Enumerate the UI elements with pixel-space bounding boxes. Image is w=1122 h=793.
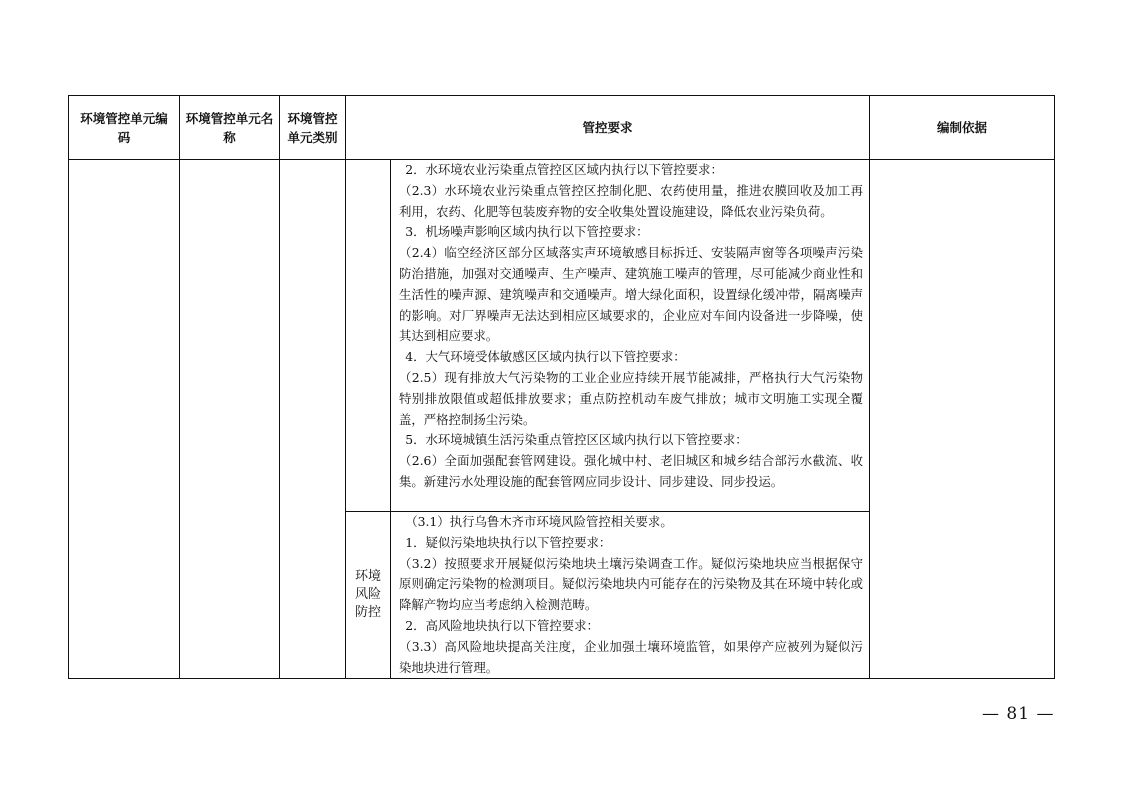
requirement-line: （2.6）全面加强配套管网建设。强化城中村、老旧城区和城乡结合部污水截流、收集。新建污水处理设施的配套管网应同步设计、同步建设、同步投运。 <box>399 453 864 489</box>
header-unit-name: 环境管控单元名称 <box>180 96 280 160</box>
requirement-line: 2．水环境农业污染重点管控区区域内执行以下管控要求： <box>405 162 723 177</box>
requirement-line: （2.3）水环境农业污染重点管控区控制化肥、农药使用量，推进农膜回收及加工再利用，农药、化肥等包装废弃物的安全收集处置设施建设，降低农业污染负荷。 <box>399 182 864 219</box>
requirement-line: （3.3）高风险地块提高关注度，企业加强土壤环境监管，如果停产应被列为疑似污染地块进行管理。 <box>399 638 864 675</box>
unit-name-cell <box>180 160 280 679</box>
requirement-line: 2．高风险地块执行以下管控要求： <box>405 617 599 633</box>
basis-cell <box>870 160 1055 679</box>
requirement-line: 5．水环境城镇生活污染重点管控区区域内执行以下管控要求： <box>405 432 748 448</box>
category-cell-pollution <box>346 160 391 512</box>
requirement-line: （3.2）按照要求开展疑似污染地块土壤污染调查工作。疑似污染地块应当根据保守原则确定污染物的检测项目。疑似污染地块内可能存在的污染物及其在环境中转化或降解产物均应当考虑纳入检测范畴。 <box>399 555 864 613</box>
header-requirements: 管控要求 <box>346 96 870 160</box>
requirement-line: 1．疑似污染地块执行以下管控要求： <box>405 534 612 550</box>
requirement-line: （2.5）现有排放大气污染物的工业企业应持续开展节能减排，严格执行大气污染物特别排放限值或超低排放要求；重点防控机动车废气排放；城市文明施工实现全覆盖，严格控制扬尘污染。 <box>399 369 864 427</box>
regulation-table <box>68 95 1055 679</box>
unit-type-cell <box>280 160 346 679</box>
header-basis: 编制依据 <box>870 96 1055 160</box>
requirement-line: （2.4）临空经济区部分区域落实声环境敏感目标拆迁、安装隔声窗等各项噪声污染防治措施，加强对交通噪声、生产噪声、建筑施工噪声的管理，尽可能减少商业性和生活性的噪声源、建筑噪声和交通噪声。增大绿化面积，设置绿化缓冲带，隔离噪声的影响。对厂界噪声无法达到相应区域要求的，企业应对车间内设备进一步降噪，使其达到相应要求。 <box>399 245 864 344</box>
unit-code-cell <box>69 160 180 679</box>
header-unit-code: 环境管控单元编码 <box>69 96 180 160</box>
requirement-line: 4．大气环境受体敏感区区域内执行以下管控要求： <box>405 349 686 365</box>
requirement-line: （3.1）执行乌鲁木齐市环境风险管控相关要求。 <box>405 514 673 529</box>
pollution-control-row <box>69 160 1055 512</box>
requirement-line: 3．机场噪声影响区域内执行以下管控要求： <box>405 224 649 240</box>
category-cell-risk: 环境风险防控 <box>346 512 391 679</box>
requirements-cell-pollution <box>391 160 870 512</box>
page-number: — 81 — <box>982 704 1055 724</box>
header-unit-type: 环境管控单元类别 <box>280 96 346 160</box>
requirements-cell-risk <box>391 512 870 679</box>
header-row <box>69 96 1055 160</box>
